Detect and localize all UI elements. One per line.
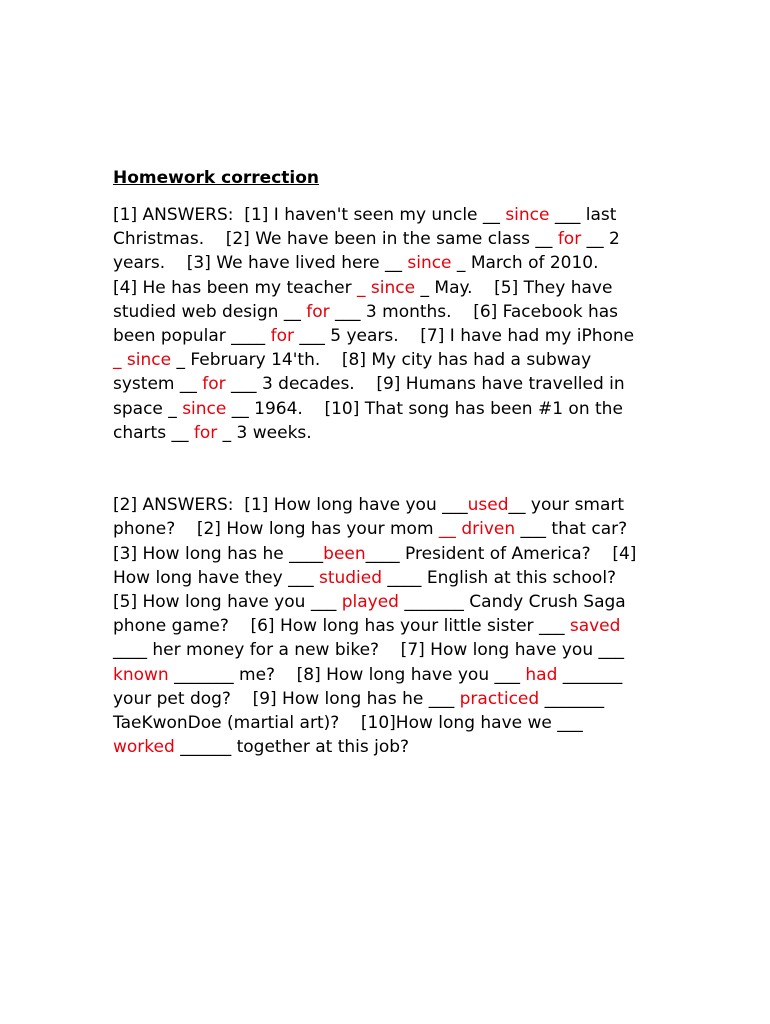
question-text: ___ last — [549, 205, 617, 225]
text-line — [113, 421, 669, 445]
question-text: studied web design __ — [113, 301, 307, 322]
answers-section-1 — [113, 203, 669, 445]
question-text: phone? [2] How long has your mom — [113, 519, 439, 540]
question-text: __ 2 — [581, 229, 620, 250]
text-line — [113, 711, 669, 735]
answer-word: for — [193, 422, 218, 443]
question-text: How long have they ___ — [113, 567, 319, 588]
answer-word: since — [182, 398, 227, 419]
question-text: years. [3] We have lived here __ — [113, 253, 408, 274]
text-line — [113, 372, 669, 396]
question-text: phone game? [6] How long has your little sister ___ — [113, 616, 570, 637]
text-line — [113, 227, 669, 251]
document-title: Homework correction — [113, 168, 320, 188]
question-text: [5] How long have you ___ — [113, 592, 342, 613]
answer-word: used — [467, 495, 509, 516]
question-text: _ March of 2010. — [451, 253, 599, 274]
text-line — [113, 566, 669, 590]
text-line — [113, 614, 669, 638]
question-text: [3] How long has he ____ — [113, 543, 324, 564]
answer-word: practiced — [459, 688, 540, 709]
text-line — [113, 542, 669, 566]
answer-word: __ driven — [438, 519, 516, 540]
answer-word: had — [525, 664, 558, 685]
question-text: __ 1964. [10] That song has been #1 on the — [226, 398, 623, 419]
answer-word: been — [323, 543, 366, 564]
question-text: ___ 3 decades. [9] Humans have travelled in — [225, 374, 625, 395]
document-page — [113, 166, 669, 759]
answer-word: saved — [569, 616, 621, 637]
text-line — [113, 687, 669, 711]
answer-word: for — [270, 325, 294, 346]
text-line — [113, 203, 669, 227]
question-text: [4] He has been my teacher — [113, 277, 358, 298]
question-text: _______ — [557, 664, 623, 685]
question-text: _______ — [539, 688, 605, 709]
text-line — [113, 638, 669, 662]
answers-section-2 — [113, 493, 669, 759]
question-text: ____ English at this school? — [382, 567, 617, 588]
text-line — [113, 663, 669, 687]
question-text: ___ 5 years. [7] I have had my iPhone — [293, 325, 635, 346]
answer-word: _ since — [357, 277, 416, 298]
question-text: _ February 14'th. [8] My city has had a subway — [171, 350, 592, 371]
question-text: ___ that car? — [515, 519, 628, 540]
question-text: TaeKwonDoe (martial art)? [10]How long have we ___ — [113, 712, 583, 733]
question-text: _______ me? [8] How long have you ___ — [168, 664, 526, 685]
question-text: system __ — [113, 374, 203, 395]
answer-word: known — [113, 664, 169, 685]
question-text: ____ President of America? [4] — [365, 543, 637, 564]
question-text: ______ together at this job? — [174, 737, 410, 758]
answer-word: for — [557, 229, 582, 250]
answer-word: studied — [318, 567, 383, 588]
question-text: Christmas. [2] We have been in the same class __ — [113, 229, 558, 250]
answer-word: since — [505, 205, 550, 225]
question-text: space _ — [113, 398, 183, 419]
text-line — [113, 300, 669, 324]
question-text: been popular ____ — [113, 325, 271, 346]
text-line — [113, 397, 669, 421]
question-text: ____ her money for a new bike? [7] How long have you ___ — [113, 640, 625, 661]
answer-word: since — [407, 253, 452, 274]
text-line — [113, 324, 669, 348]
question-text: charts __ — [113, 422, 194, 443]
question-text: [1] ANSWERS: [1] I haven't seen my uncle __ — [113, 205, 506, 225]
question-text: your pet dog? [9] How long has he ___ — [113, 688, 460, 709]
question-text: _______ Candy Crush Saga — [398, 592, 626, 613]
question-text: ___ 3 months. [6] Facebook has — [329, 301, 619, 322]
answer-word: for — [306, 301, 330, 322]
text-line — [113, 735, 669, 759]
question-text: [2] ANSWERS: [1] How long have you ___ — [113, 495, 468, 516]
answer-word: _ since — [113, 350, 172, 371]
text-line — [113, 517, 669, 541]
text-line — [113, 493, 669, 517]
text-line — [113, 251, 669, 275]
text-line — [113, 590, 669, 614]
answer-word: played — [341, 592, 399, 613]
answer-word: for — [202, 374, 226, 395]
answer-word: worked — [113, 737, 175, 758]
question-text: __ your smart — [508, 495, 625, 516]
text-line — [113, 348, 669, 372]
text-line — [113, 276, 669, 300]
question-text: _ May. [5] They have — [415, 277, 613, 298]
question-text: _ 3 weeks. — [217, 422, 312, 443]
